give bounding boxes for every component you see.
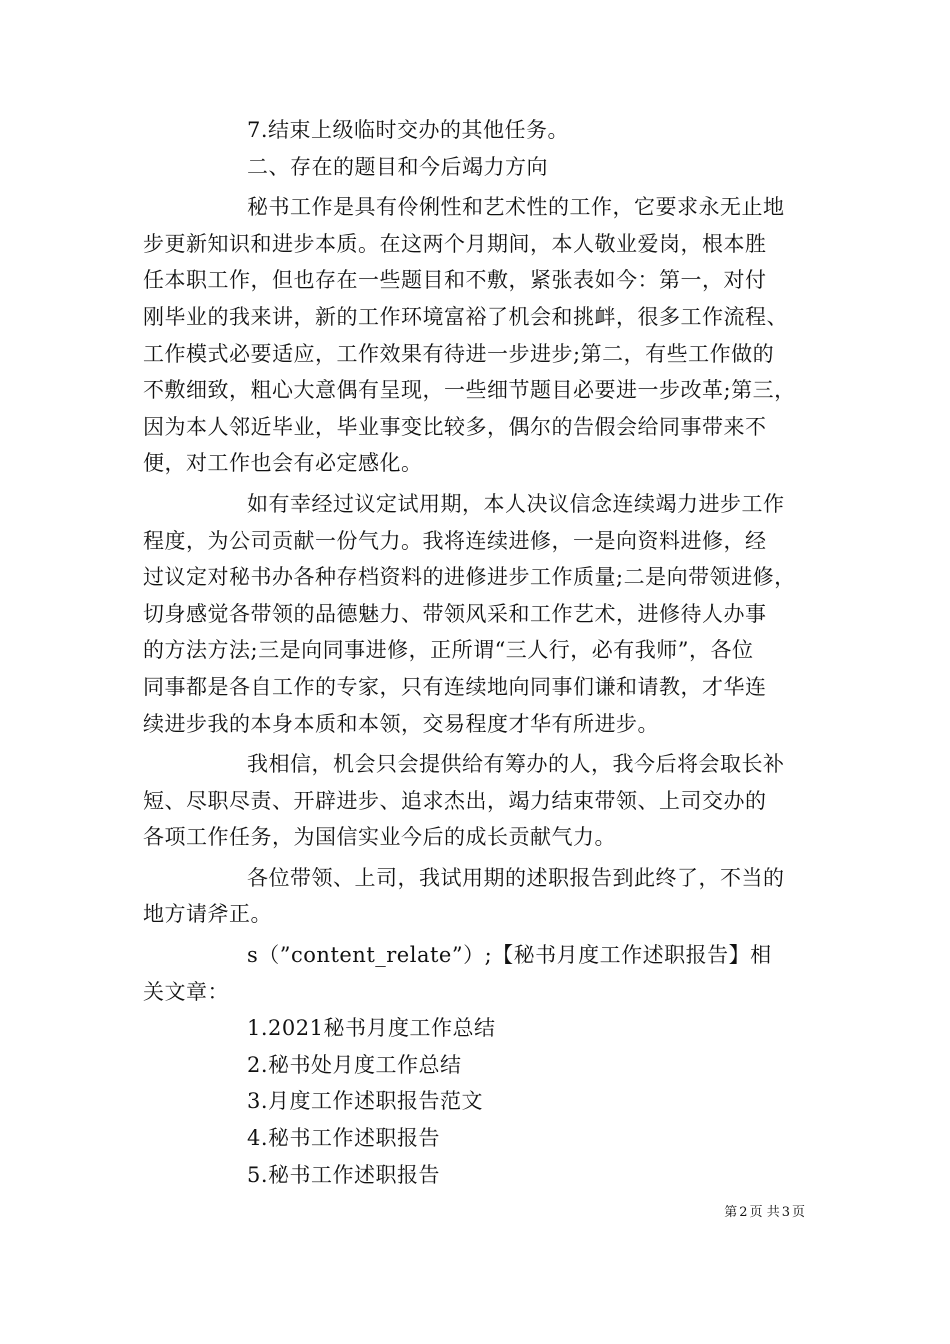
text-line: 的方法方法;三是向同事进修，正所谓“三人行，必有我师”，各位: [143, 638, 754, 663]
text-line: 切身感觉各带领的品德魅力、带领风采和工作艺术，进修待人办事: [143, 601, 767, 626]
text-line: 工作模式必要适应，工作效果有待进一步进步;第二，有些工作做的: [143, 341, 775, 366]
text-line: 我相信，机会只会提供给有筹办的人，我今后将会取长补: [247, 752, 785, 777]
text-line: 不敷细致，粗心大意偶有呈现，一些细节题目必要进一步改革;第三，: [143, 378, 796, 403]
text-line: 过议定对秘书办各种存档资料的进修进步工作质量;二是向带领进修，: [143, 565, 796, 590]
page-number: [723, 1204, 806, 1222]
page-prefix: 第: [724, 1205, 738, 1220]
text-line: 各位带领、上司，我试用期的述职报告到此终了，不当的: [247, 865, 785, 890]
related-article-link[interactable]: 1.2021秘书月度工作总结: [247, 1016, 496, 1041]
text-line: 秘书工作是具有伶俐性和艺术性的工作，它要求永无止地: [247, 195, 785, 220]
text-line: 因为本人邻近毕业，毕业事变比较多，偶尔的告假会给同事带来不: [143, 414, 767, 439]
related-article-link[interactable]: 3.月度工作述职报告范文: [247, 1089, 484, 1114]
text-line: 7.结束上级临时交办的其他任务。: [247, 118, 570, 142]
related-article-link[interactable]: 4.秘书工作述职报告: [247, 1126, 441, 1151]
text-line: 任本职工作，但也存在一些题目和不敷，紧张表如今：第一，对付: [143, 268, 767, 293]
current-page: 2: [739, 1205, 748, 1220]
text-line: s（”content_relate”）;【秘书月度工作述职报告】相: [247, 943, 772, 968]
text-line: 关文章：: [143, 979, 229, 1004]
text-line: 程度，为公司贡献一份气力。我将连续进修，一是向资料进修，经: [143, 528, 767, 553]
section-heading: 二、存在的题目和今后竭力方向: [247, 154, 548, 179]
total-pages: 3: [781, 1205, 790, 1220]
text-line: 短、尽职尽责、开辟进步、追求杰出，竭力结束带领、上司交办的: [143, 788, 767, 813]
text-line: 便，对工作也会有必定感化。: [143, 451, 423, 476]
text-line: 地方请斧正。: [143, 902, 272, 927]
text-line: 步更新知识和进步本质。在这两个月期间，本人敬业爱岗，根本胜: [143, 231, 767, 256]
text-line: 如有幸经过议定试用期，本人决议信念连续竭力进步工作: [247, 491, 785, 516]
related-article-link[interactable]: 5.秘书工作述职报告: [247, 1162, 441, 1187]
page-suffix: 页: [791, 1205, 805, 1220]
related-article-link[interactable]: 2.秘书处月度工作总结: [247, 1052, 462, 1077]
text-line: 续进步我的本身本质和本领，交易程度才华有所进步。: [143, 711, 659, 736]
page-middle: 页 共: [749, 1205, 780, 1220]
text-line: 刚毕业的我来讲，新的工作环境富裕了机会和挑衅，很多工作流程、: [143, 304, 788, 329]
text-line: 同事都是各自工作的专家，只有连续地向同事们谦和请教，才华连: [143, 674, 767, 699]
document-body: [143, 112, 813, 1193]
text-line: 各项工作任务，为国信实业今后的成长贡献气力。: [143, 825, 616, 850]
